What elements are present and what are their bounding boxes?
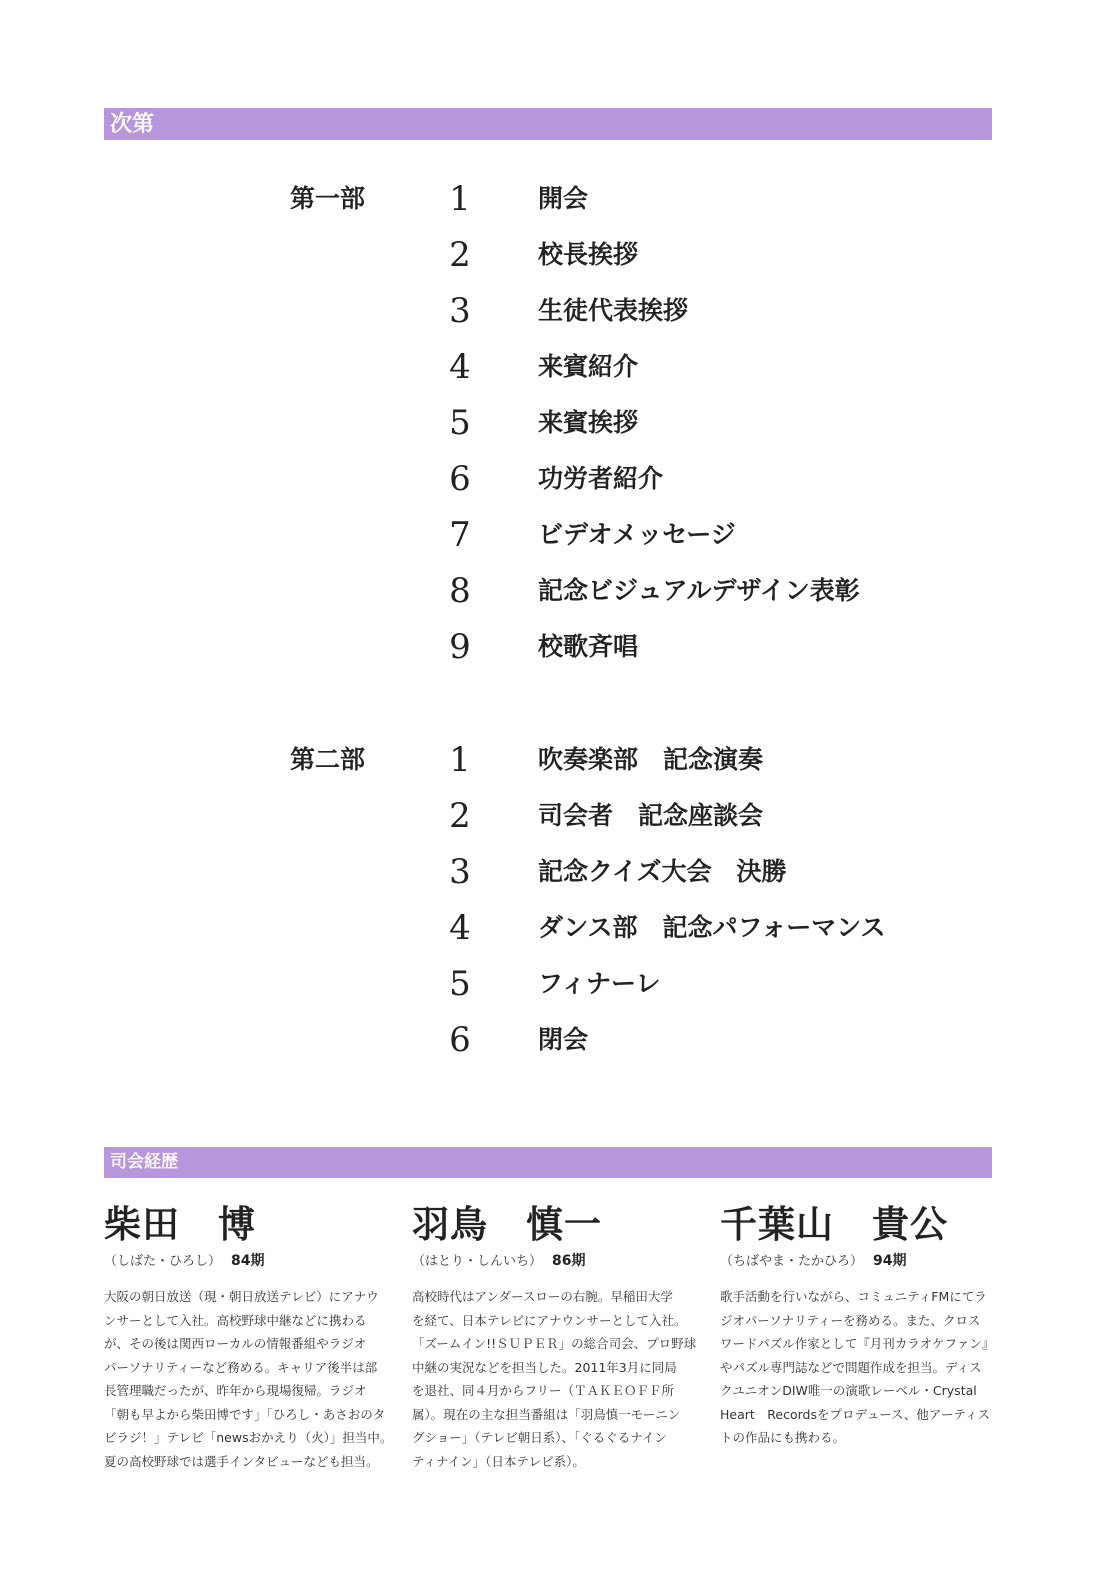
person-name: 千葉山 貴公: [720, 1202, 948, 1246]
person-reading-line: [104, 1252, 379, 1271]
bio-line: ビラジ！」テレビ「newsおかえり（火）」担当中。: [104, 1430, 393, 1445]
bio-line: やパズル専門誌などで問題作成を担当。ディス: [720, 1359, 982, 1375]
person-term: 84期: [231, 1253, 265, 1269]
item-number: 4: [449, 908, 471, 948]
item-label: 閉会: [538, 1025, 589, 1054]
bio-line: ワードパズル作家として『月刊カラオケファン』: [720, 1336, 995, 1351]
item-number: 5: [449, 964, 471, 1004]
item-number: 2: [449, 796, 471, 836]
bio-line: 長管理職だったが、昨年から現場復帰。ラジオ: [104, 1383, 367, 1398]
item-number: 1: [449, 740, 471, 780]
program-heading: 次第: [110, 112, 155, 137]
person-term: 94期: [873, 1253, 907, 1269]
part-1-label: 第一部: [290, 184, 366, 213]
bio-line: パーソナリティーなど務める。キャリア後半は部: [104, 1359, 378, 1375]
item-number: 5: [449, 403, 471, 443]
item-label: 吹奏楽部 記念演奏: [538, 745, 764, 774]
item-number: 3: [449, 291, 471, 331]
item-number: 1: [449, 179, 471, 219]
item-number: 2: [449, 235, 471, 275]
bio-line: 「ズームイン!!ＳＵＰＥＲ」の総合司会、プロ野球: [412, 1336, 697, 1351]
bio-line: 大阪の朝日放送（現・朝日放送テレビ）にアナウ: [104, 1289, 379, 1304]
person-reading: （はとり・しんいち）: [412, 1254, 543, 1269]
item-label: 来賓紹介: [538, 352, 639, 381]
profile-card: [412, 1200, 697, 1473]
item-number: 3: [449, 852, 471, 892]
bio-line: クユニオンDIW唯一の演歌レーベル・Crystal: [720, 1383, 977, 1398]
item-label: 司会者 記念座談会: [538, 801, 764, 830]
item-label: ビデオメッセージ: [538, 520, 736, 549]
part-2-label: 第二部: [290, 745, 366, 774]
bio-line: Heart Recordsをプロデュース、他アーティス: [720, 1406, 990, 1422]
item-label: 校長挨拶: [538, 240, 639, 269]
person-name: 羽鳥 慎一: [412, 1202, 602, 1246]
item-label: フィナーレ: [538, 969, 661, 998]
item-label: 来賓挨拶: [538, 408, 639, 437]
bio-line: 高校時代はアンダースローの右腕。早稲田大学: [412, 1289, 673, 1304]
item-label: 記念クイズ大会 決勝: [538, 857, 787, 886]
bio-line: グショー」（テレビ朝日系）、「ぐるぐるナイン: [412, 1430, 667, 1445]
bio-line: を経て、日本テレビにアナウンサーとして入社。: [412, 1312, 687, 1328]
program-section-header: [104, 108, 992, 140]
item-number: 6: [449, 459, 471, 499]
person-reading-line: [412, 1252, 687, 1271]
bio-line: トの作品にも携わる。: [720, 1430, 846, 1445]
bio-line: 「朝も早よから柴田博です」「ひろし・あさおのタ: [104, 1406, 386, 1422]
item-label: 生徒代表挨拶: [538, 296, 689, 325]
bio-line: 中継の実況などを担当した。2011年3月に同局: [412, 1359, 677, 1375]
bio-line: 夏の高校野球では選手インタビューなども担当。: [104, 1453, 379, 1469]
bio-line: ティナイン」（日本テレビ系）。: [412, 1453, 585, 1469]
bio-line: を退社、同４月からフリー（ＴＡＫＥＯＦＦ所: [412, 1383, 675, 1398]
person-reading: （ちばやま・たかひろ）: [720, 1254, 864, 1269]
bio-line: ジオパーソナリティーを務める。また、クロス: [720, 1312, 981, 1328]
profiles-section-header: [104, 1147, 992, 1178]
bio-line: 属）。現在の主な担当番組は「羽鳥慎一モーニン: [412, 1406, 681, 1422]
person-bio: [412, 1285, 697, 1473]
person-name: 柴田 博: [104, 1202, 256, 1246]
item-label: ダンス部 記念パフォーマンス: [538, 913, 886, 942]
item-number: 7: [449, 515, 471, 555]
person-reading: （しばた・ひろし）: [104, 1254, 222, 1269]
item-label: 功労者紹介: [538, 464, 664, 493]
person-reading-line: [720, 1252, 995, 1271]
person-bio: [104, 1285, 393, 1473]
bio-line: 歌手活動を行いながら、コミュニティFMにてラ: [720, 1289, 987, 1304]
item-number: 8: [449, 571, 471, 611]
bio-line: が、その後は関西ローカルの情報番組やラジオ: [104, 1336, 367, 1351]
person-bio: [720, 1285, 995, 1450]
item-number: 9: [449, 627, 471, 667]
item-number: 4: [449, 347, 471, 387]
profile-card: [104, 1200, 393, 1473]
item-label: 開会: [538, 184, 589, 213]
bio-line: ンサーとして入社。高校野球中継などに携わる: [104, 1312, 367, 1328]
item-label: 校歌斉唱: [538, 632, 639, 661]
person-term: 86期: [552, 1253, 586, 1269]
item-number: 6: [449, 1020, 471, 1060]
profiles-heading: 司会経歴: [110, 1152, 178, 1172]
item-label: 記念ビジュアルデザイン表彰: [538, 576, 860, 605]
profile-card: [720, 1200, 995, 1450]
